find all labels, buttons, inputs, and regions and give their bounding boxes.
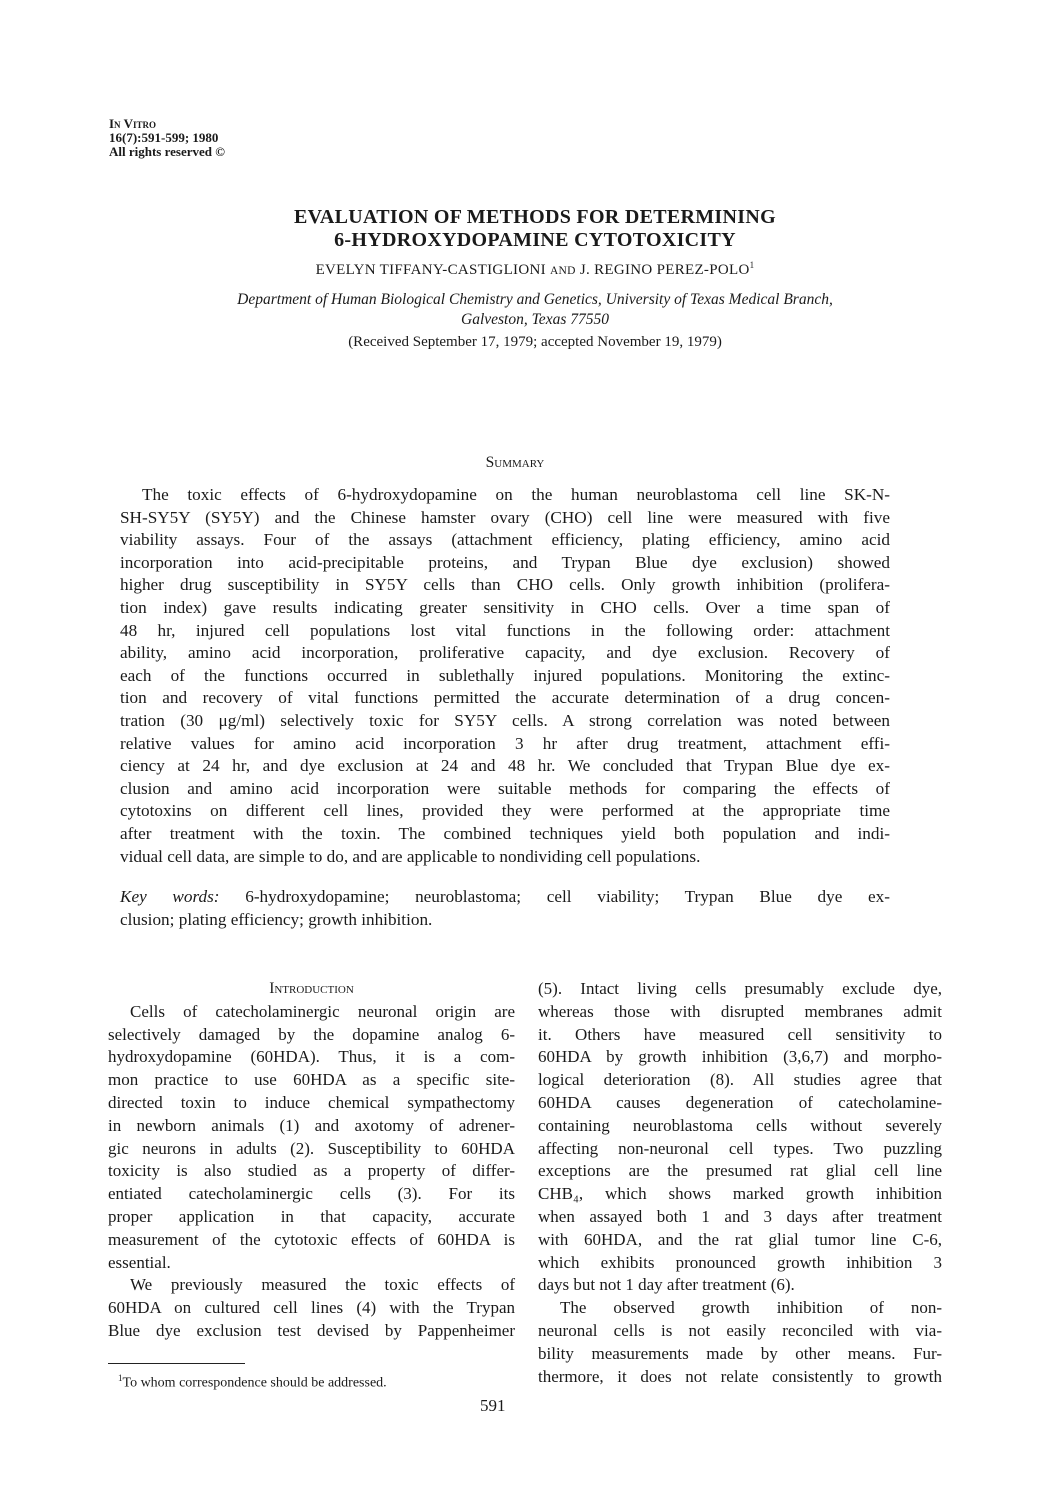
text-line: 60HDA on cultured cell lines (4) with the Trypan: [108, 1298, 515, 1318]
journal-citation: [109, 117, 225, 159]
text-line: selectively damaged by the dopamine analog 6-: [108, 1024, 515, 1044]
text-line: essential.: [108, 1252, 171, 1272]
keywords: [120, 886, 890, 931]
text-line: 60HDA causes degeneration of catecholamine-: [538, 1092, 942, 1112]
column-left: [108, 978, 515, 1343]
title-line: 6-HYDROXYDOPAMINE CYTOTOXICITY: [334, 229, 736, 251]
text-line: mon practice to use 60HDA as a specific site-: [108, 1070, 515, 1090]
text-line: SH-SY5Y (SY5Y) and the Chinese hamster ovary (CHO) cell line were measured with five: [120, 507, 890, 527]
keywords-line: clusion; plating efficiency; growth inhibition.: [120, 909, 433, 929]
text-line: Cells of catecholaminergic neuronal origin are: [130, 1001, 515, 1021]
text-line: proper application in that capacity, accurate: [108, 1206, 515, 1226]
affiliation-line: Department of Human Biological Chemistry and Genetics, University of Texas Medical Branch,: [237, 291, 833, 308]
text-line: 60HDA by growth inhibition (3,6,7) and morpho-: [538, 1047, 942, 1067]
title-line: EVALUATION OF METHODS FOR DETERMINING: [294, 206, 776, 228]
text-line: exceptions are the presumed rat glial cell line: [538, 1161, 942, 1181]
introduction-heading: Introduction: [269, 980, 354, 997]
text-line: The observed growth inhibition of non-: [560, 1298, 942, 1318]
author-name: J. REGINO PEREZ-POLO: [579, 262, 750, 278]
text-line: The toxic effects of 6-hydroxydopamine on the human neuroblastoma cell line SK-N-: [142, 485, 890, 504]
text-line: bility measurements made by other means. Fur-: [538, 1343, 942, 1363]
text-line: in newborn animals (1) and axotomy of adrener-: [108, 1115, 515, 1135]
text-line: after treatment with the toxin. The combined techniques yield both population and indi-: [120, 823, 890, 843]
text-line: Blue dye exclusion test devised by Pappenheimer: [108, 1320, 515, 1340]
text-line: neuronal cells is not easily reconciled with via-: [538, 1320, 942, 1340]
text-line: it. Others have measured cell sensitivity to: [538, 1024, 942, 1044]
text-line: clusion and amino acid incorporation were suitable methods for comparing the effects of: [120, 778, 890, 798]
text-line: directed toxin to induce chemical sympathectomy: [108, 1092, 515, 1112]
text-line: cytotoxins on different cell lines, provided they were performed at the appropriate time: [120, 801, 890, 821]
text-line: toxicity is also studied as a property of differ-: [108, 1161, 515, 1181]
received-dates: (Received September 17, 1979; accepted November 19, 1979): [348, 334, 722, 350]
text-line: vidual cell data, are simple to do, and are applicable to nondividing cell populations.: [120, 846, 701, 866]
text-line: relative values for amino acid incorporation 3 hr after drug treatment, attachment effi-: [120, 733, 890, 753]
text-line: 48 hr, injured cell populations lost vital functions in the following order: attachment: [120, 620, 890, 640]
affiliation: [0, 290, 1050, 330]
text-line: containing neuroblastoma cells without severely: [538, 1115, 942, 1135]
text-line: tion index) gave results indicating greater sensitivity in CHO cells. Over a time span of: [120, 597, 890, 617]
text-line: when assayed both 1 and 3 days after treatment: [538, 1206, 942, 1226]
text-line: We previously measured the toxic effects of: [130, 1275, 515, 1295]
summary-text: [120, 484, 890, 868]
text-line: ciency at 24 hr, and dye exclusion at 24 and 48 hr. We concluded that Trypan Blue dye ex-: [120, 756, 890, 776]
footnote: [118, 1369, 387, 1393]
text-line: measurement of the cytotoxic effects of 60HDA is: [108, 1229, 515, 1249]
affiliation-line: Galveston, Texas 77550: [461, 311, 609, 328]
text-line: days but not 1 day after treatment (6).: [538, 1275, 795, 1295]
journal-rights: All rights reserved ©: [109, 144, 225, 159]
text-line: which exhibits pronounced growth inhibition 3: [538, 1252, 942, 1272]
text-line: entiated catecholaminergic cells (3). For its: [108, 1184, 515, 1204]
text-line: with 60HDA, and the rat glial tumor line C-6,: [538, 1229, 942, 1249]
text-line: viability assays. Four of the assays (attachment efficiency, plating efficiency, amino acid: [120, 530, 890, 550]
text-line: hydroxydopamine (60HDA). Thus, it is a com-: [108, 1047, 515, 1067]
text-line: logical deterioration (8). All studies agree that: [538, 1070, 942, 1090]
keywords-line: 6-hydroxydopamine; neuroblastoma; cell viability; Trypan Blue dye ex-: [219, 887, 890, 906]
text-line: whereas those with disrupted membranes admit: [538, 1001, 942, 1021]
text-line: ability, amino acid incorporation, proliferative capacity, and dye exclusion. Recovery of: [120, 643, 890, 663]
author-name: EVELYN TIFFANY-CASTIGLIONI: [315, 262, 546, 278]
text-line: incorporation into acid-precipitable proteins, and Trypan Blue dye exclusion) showed: [120, 552, 890, 572]
page-number: 591: [480, 1396, 506, 1415]
text-line: affecting non-neuronal cell types. Two puzzling: [538, 1138, 942, 1158]
text-line: thermore, it does not relate consistently to growth: [538, 1366, 942, 1386]
text-line: each of the functions occurred in sublethally injured populations. Monitoring the extinc-: [120, 665, 890, 685]
text-line: higher drug susceptibility in SY5Y cells than CHO cells. Only growth inhibition (prolifera-: [120, 575, 890, 595]
footnote-mark: 1: [118, 1373, 123, 1383]
paper-title: [0, 206, 1050, 252]
column-right: [538, 978, 942, 1388]
text-line: CHB₄, which shows marked growth inhibition: [538, 1184, 942, 1204]
keywords-label: Key words:: [120, 887, 220, 906]
text-line: (5). Intact living cells presumably exclude dye,: [538, 979, 942, 998]
journal-name: In Vitro: [109, 116, 156, 131]
journal-volume: 16(7):591-599; 1980: [109, 130, 219, 145]
footnote-text: To whom correspondence should be addressed.: [122, 1375, 387, 1391]
footnote-divider: [108, 1363, 245, 1364]
text-line: gic neurons in adults (2). Susceptibility to 60HDA: [108, 1138, 515, 1158]
authors: [0, 260, 1050, 279]
summary-heading: Summary: [485, 454, 545, 471]
text-line: tration (30 μg/ml) selectively toxic for SY5Y cells. A strong correlation was noted between: [120, 710, 890, 730]
author-conjunction: AND: [549, 265, 576, 277]
footnote-mark: 1: [749, 260, 755, 270]
text-line: tion and recovery of vital functions permitted the accurate determination of a drug concen-: [120, 688, 890, 708]
